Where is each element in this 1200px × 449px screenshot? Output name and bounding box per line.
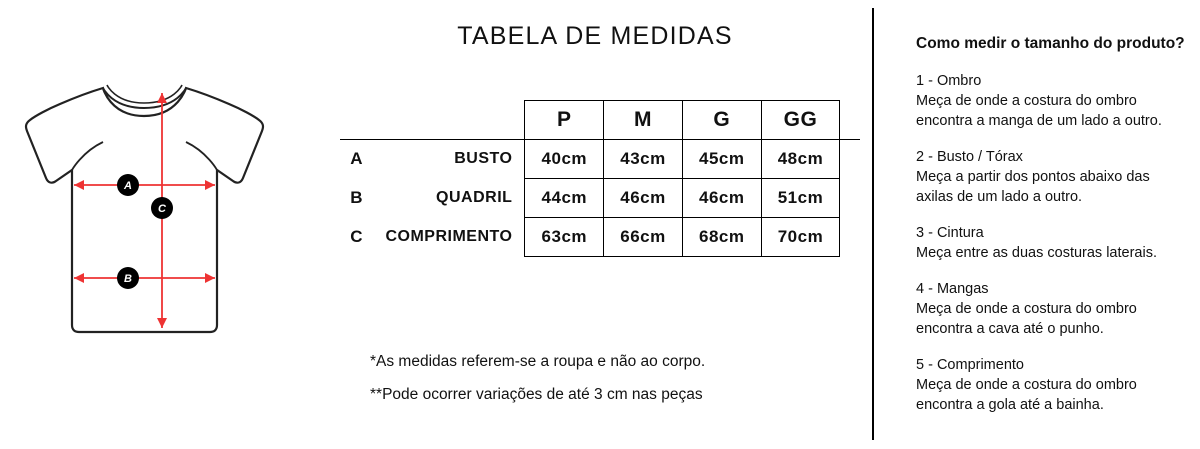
row-label-comprimento: COMPRIMENTO [385, 228, 513, 245]
quadril-g: 46cm [682, 179, 761, 218]
collar-inner-line [107, 85, 182, 103]
row-code-a: A [350, 149, 364, 169]
step-3-heading: 3 - Cintura [916, 224, 984, 241]
row-code-b: B [350, 188, 364, 207]
quadril-marker [117, 267, 139, 289]
busto-p: 40cm [525, 140, 604, 179]
table-header-row [340, 101, 860, 140]
comprimento-g: 68cm [682, 218, 761, 257]
row-label-quadril: QUADRIL [436, 189, 513, 206]
note-measurements: *As medidas referem-se a roupa e não ao corpo. [370, 353, 706, 370]
row-code-c: C [350, 227, 364, 246]
svg-text:B: B [124, 273, 132, 285]
note-variation: **Pode ocorrer variações de até 3 cm nas peças [370, 386, 703, 404]
step-2-heading: 2 - Busto / Tórax [916, 148, 1023, 165]
step-1-body: Meça de onde a costura do ombro encontra a manga de um lado a outro. [916, 92, 1162, 129]
comprimento-gg: 70cm [761, 218, 840, 257]
column-header-m: M [604, 101, 683, 140]
table-tail-cell [840, 179, 860, 218]
step-5-heading: 5 - Comprimento [916, 356, 1024, 373]
step-1-heading: 1 - Ombro [916, 72, 982, 89]
instruction-step [916, 71, 1186, 131]
busto-marker [117, 174, 139, 196]
busto-gg: 48cm [761, 140, 840, 179]
quadril-p: 44cm [525, 179, 604, 218]
column-header-p: P [525, 101, 604, 140]
table-row [340, 218, 860, 257]
table-corner-code [340, 101, 373, 140]
step-3-body: Meça entre as duas costuras laterais. [916, 244, 1157, 261]
instructions-title: Como medir o tamanho do produto? [916, 35, 1185, 52]
step-4-heading: 4 - Mangas [916, 280, 989, 297]
quadril-m: 46cm [604, 179, 683, 218]
measurements-panel [330, 0, 860, 449]
column-header-gg: GG [761, 101, 840, 140]
quadril-gg: 51cm [761, 179, 840, 218]
page-title: TABELA DE MEDIDAS [457, 22, 733, 50]
busto-g: 45cm [682, 140, 761, 179]
table-tail-cell [840, 218, 860, 257]
svg-text:C: C [158, 203, 166, 215]
comprimento-m: 66cm [604, 218, 683, 257]
row-label-busto: BUSTO [454, 150, 513, 168]
size-table [340, 100, 860, 257]
step-4-body: Meça de onde a costura do ombro encontra a cava até o punho. [916, 300, 1137, 337]
table-row [340, 140, 860, 179]
table-row [340, 179, 860, 218]
table-corner-label [373, 101, 525, 140]
step-5-body: Meça de onde a costura do ombro encontra a gola até a bainha. [916, 376, 1137, 413]
table-tail-cell [840, 140, 860, 179]
table-notes [370, 350, 830, 417]
vertical-divider [872, 8, 874, 440]
instruction-step [916, 147, 1186, 207]
instruction-step [916, 355, 1186, 415]
step-2-body: Meça a partir dos pontos abaixo das axilas de um lado a outro. [916, 168, 1150, 205]
shirt-diagram-panel [0, 0, 330, 449]
tshirt-diagram [8, 60, 308, 360]
busto-m: 43cm [604, 140, 683, 179]
instructions-panel [916, 34, 1186, 431]
svg-text:A: A [124, 180, 132, 192]
column-header-g: G [682, 101, 761, 140]
comprimento-marker [151, 197, 173, 219]
instruction-step [916, 279, 1186, 339]
comprimento-p: 63cm [525, 218, 604, 257]
instruction-step [916, 223, 1186, 263]
table-tail-header [840, 101, 860, 140]
shirt-outline [26, 88, 263, 332]
